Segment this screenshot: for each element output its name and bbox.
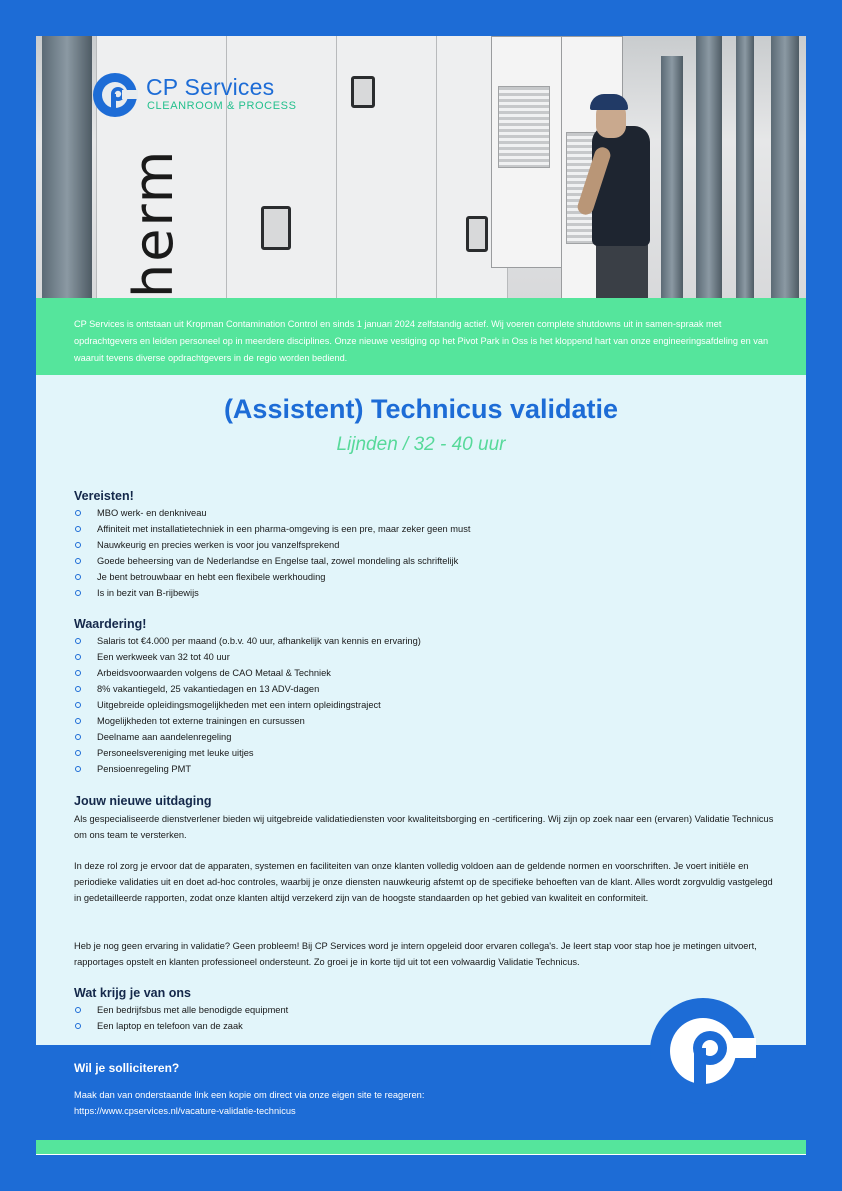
bullet-icon [75, 590, 81, 596]
door-handle [351, 76, 375, 108]
intro-text: CP Services is ontstaan uit Kropman Contamination Control en sinds 1 januari 2024 zelfstandig actief. Wij voeren complete shutdowns uit in samen-spraak met opdrachtgevers en leiden personeel op in meerdere disciplines. Onze nieuwe vestiging op het Pivot Park in Oss is het kloppend hart van onze engineeringsafdeling en van waaruit tevens diverse opdrachtgevers in de regio worden bediend. [74, 319, 769, 363]
requirements-list [74, 505, 470, 601]
bullet-icon [75, 638, 81, 644]
apply-text [74, 1087, 424, 1119]
apply-instruction: Maak dan van onderstaande link een kopie om direct via onze eigen site te reageren: [74, 1090, 425, 1100]
list-item: 8% vakantiegeld, 25 vakantiedagen en 13 ADV-dagen [74, 681, 421, 697]
challenge-heading: Jouw nieuwe uitdaging [74, 794, 212, 808]
pipe [661, 56, 683, 298]
bullet-icon [75, 1007, 81, 1013]
bullet-icon [75, 558, 81, 564]
cp-logo-icon [92, 72, 138, 118]
list-item: Uitgebreide opleidingsmogelijkheden met een intern opleidingstraject [74, 697, 421, 713]
frame-border-right [806, 0, 842, 1191]
list-item: Deelname aan aandelenregeling [74, 729, 421, 745]
person-legs [596, 242, 648, 298]
job-subtitle: Lijnden / 32 - 40 uur [336, 434, 506, 455]
bullet-icon [75, 718, 81, 724]
list-item: Is in bezit van B-rijbewijs [74, 585, 470, 601]
appreciation-heading: Waardering! [74, 617, 147, 631]
bullet-icon [75, 526, 81, 532]
bullet-icon [75, 766, 81, 772]
door-handle [466, 216, 488, 252]
list-item: Personeelsvereniging met leuke uitjes [74, 745, 421, 761]
bullet-icon [75, 734, 81, 740]
perks-list [74, 1002, 288, 1034]
bullet-icon [75, 510, 81, 516]
list-item: Een werkweek van 32 tot 40 uur [74, 649, 421, 665]
vent-grille [498, 86, 550, 168]
frame-border-top [0, 0, 842, 36]
pipe [42, 36, 92, 298]
appreciation-list [74, 633, 421, 777]
logo-tagline: CLEANROOM & PROCESS [147, 100, 297, 112]
door-handle [261, 206, 291, 250]
list-item: Een bedrijfsbus met alle benodigde equipment [74, 1002, 288, 1018]
list-item: Een laptop en telefoon van de zaak [74, 1018, 288, 1034]
pipe [771, 36, 799, 298]
list-item: Goede beheersing van de Nederlandse en Engelse taal, zowel mondeling als schriftelijk [74, 553, 470, 569]
job-title: (Assistent) Technicus validatie [223, 394, 619, 424]
wall-panel [336, 36, 438, 298]
requirements-heading: Vereisten! [74, 489, 134, 503]
bullet-icon [75, 574, 81, 580]
pipe [696, 36, 722, 298]
challenge-paragraph-2: In deze rol zorg je ervoor dat de apparaten, systemen en faciliteiten van onze klanten volledig voldoen aan de geldende normen en voorschriften. Je voert initiële en periodieke validaties uit en doet ad-hoc controles, waarbij je onze diensten nauwkeurig afstemt op de specifieke behoeften van de klant. Alles wordt zorgvuldig vastgelegd in gedetailleerde rapporten, zodat onze klanten altijd verzekerd zijn van de hoogste standaarden op het gebied van kwaliteit en conformiteit. [74, 861, 773, 903]
list-item: Affiniteit met installatietechniek in een pharma-omgeving is een pre, maar zeker geen must [74, 521, 470, 537]
list-item: Arbeidsvoorwaarden volgens de CAO Metaal & Techniek [74, 665, 421, 681]
list-item: Pensioenregeling PMT [74, 761, 421, 777]
cp-badge-icon [650, 998, 756, 1104]
list-item: MBO werk- en denkniveau [74, 505, 470, 521]
bullet-icon [75, 686, 81, 692]
challenge-paragraph-1: Als gespecialiseerde dienstverlener bieden wij uitgebreide validatiediensten voor kwaliteitsborging en -certificering. Wij zijn op zoek naar een (ervaren) Validatie Technicus om ons team te versterken. [74, 814, 774, 840]
logo-wordmark: CP Services [146, 74, 275, 100]
frame-border-left [0, 0, 36, 1191]
hero-wall-text: herm [122, 148, 185, 298]
pipe [736, 36, 754, 298]
challenge-paragraph-3: Heb je nog geen ervaring in validatie? Geen probleem! Bij CP Services word je intern opgeleid door ervaren collega's. Je leert stap voor stap hoe je metingen uitvoert, rapportages opstelt en klanten professioneel ondersteunt. Zo groei je in korte tijd uit tot een volwaardig Validatie Technicus. [74, 941, 757, 967]
bullet-icon [75, 654, 81, 660]
bullet-icon [75, 1023, 81, 1029]
bullet-icon [75, 670, 81, 676]
apply-heading: Wil je solliciteren? [74, 1061, 180, 1075]
perks-heading: Wat krijg je van ons [74, 986, 191, 1000]
footer-accent-strip [36, 1140, 806, 1154]
list-item: Je bent betrouwbaar en hebt een flexibele werkhouding [74, 569, 470, 585]
intro-band [36, 298, 806, 375]
frame-border-bottom [0, 1155, 842, 1191]
apply-url-link[interactable]: https://www.cpservices.nl/vacature-validatie-technicus [74, 1106, 296, 1116]
bullet-icon [75, 750, 81, 756]
list-item: Nauwkeurig en precies werken is voor jou vanzelfsprekend [74, 537, 470, 553]
person-cap [590, 94, 628, 110]
bullet-icon [75, 542, 81, 548]
bullet-icon [75, 702, 81, 708]
list-item: Salaris tot €4.000 per maand (o.b.v. 40 uur, afhankelijk van kennis en ervaring) [74, 633, 421, 649]
list-item: Mogelijkheden tot externe trainingen en cursussen [74, 713, 421, 729]
